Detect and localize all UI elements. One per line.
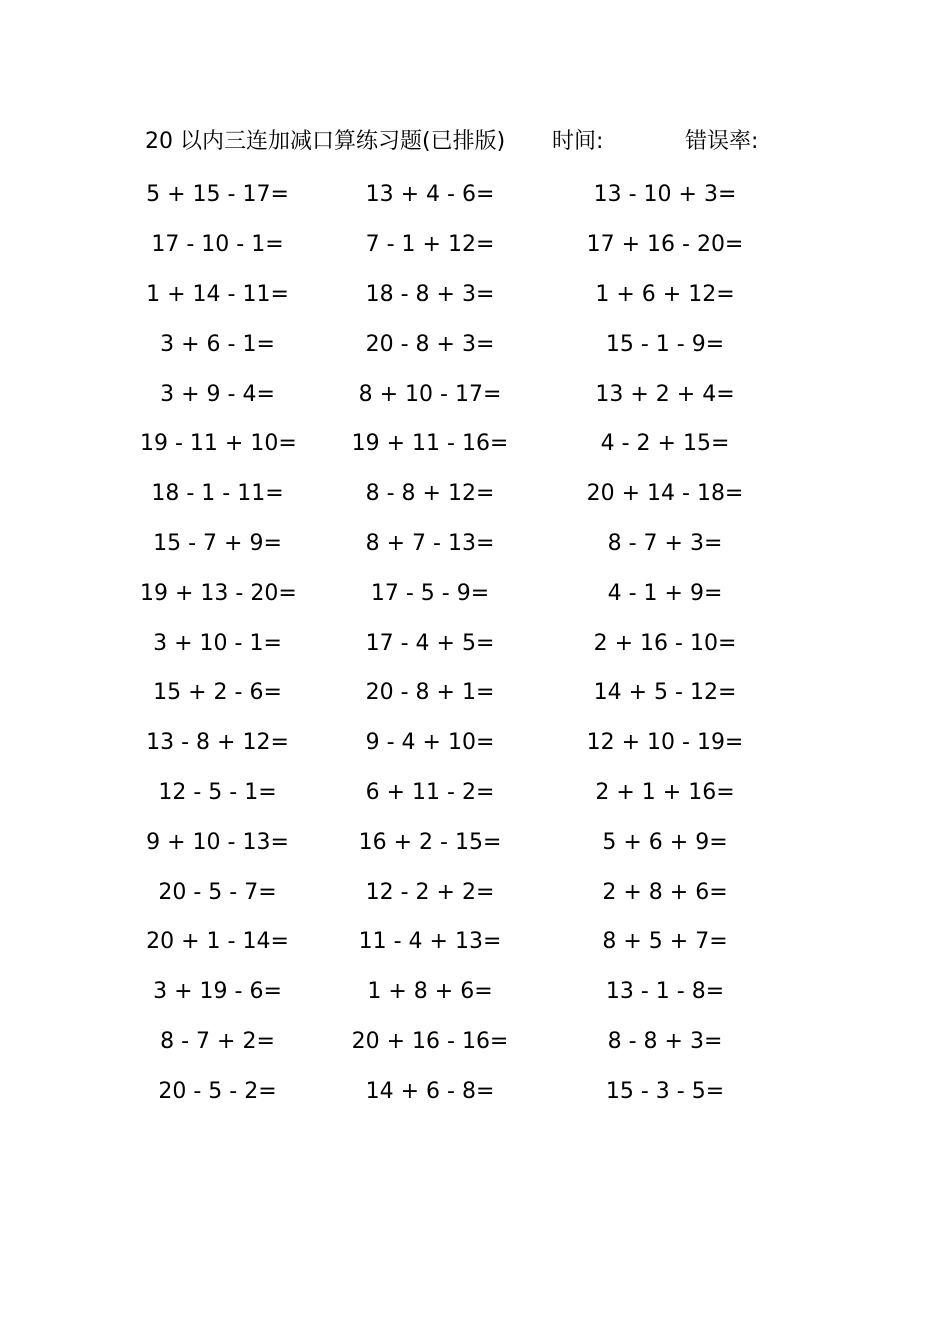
- math-problem: 20 - 5 - 2=: [158, 1078, 277, 1104]
- problem-row: [140, 618, 800, 668]
- problem-row: [140, 817, 800, 867]
- math-problem: 19 + 11 - 16=: [351, 431, 509, 457]
- math-problem: 12 - 2 + 2=: [365, 879, 495, 905]
- problem-row: [140, 319, 800, 369]
- math-problem: 14 + 5 - 12=: [593, 680, 737, 706]
- math-problem: 2 + 1 + 16=: [595, 779, 735, 805]
- math-problem: 2 + 16 - 10=: [593, 630, 737, 656]
- math-problem: 18 - 1 - 11=: [151, 481, 284, 507]
- math-problem: 8 - 7 + 2=: [160, 1028, 275, 1054]
- math-problem: 13 + 2 + 4=: [595, 381, 735, 407]
- time-label: 时间:: [552, 129, 604, 154]
- math-problem: 8 - 8 + 12=: [365, 481, 495, 507]
- math-problem: 13 - 8 + 12=: [146, 730, 289, 756]
- problem-row: [140, 469, 800, 519]
- problem-row: [140, 220, 800, 270]
- math-problem: 17 - 5 - 9=: [370, 580, 490, 606]
- math-problem: 8 + 10 - 17=: [358, 381, 502, 407]
- math-problem: 20 + 1 - 14=: [146, 929, 289, 955]
- math-problem: 3 + 9 - 4=: [160, 381, 275, 407]
- math-problem: 20 + 14 - 18=: [586, 481, 744, 507]
- math-problem: 20 - 8 + 3=: [365, 331, 495, 357]
- math-problem: 3 + 6 - 1=: [160, 331, 275, 357]
- math-problem: 1 + 14 - 11=: [146, 281, 289, 307]
- problem-row: [140, 170, 800, 220]
- math-problem: 8 - 7 + 3=: [607, 530, 723, 556]
- math-problem: 20 - 5 - 7=: [158, 879, 277, 905]
- math-problem: 12 + 10 - 19=: [586, 730, 744, 756]
- math-problem: 5 + 15 - 17=: [146, 182, 289, 208]
- math-problem: 17 + 16 - 20=: [586, 232, 744, 258]
- math-problem: 18 - 8 + 3=: [365, 281, 495, 307]
- math-problem: 9 - 4 + 10=: [365, 730, 495, 756]
- math-problem: 3 + 10 - 1=: [153, 630, 282, 656]
- math-problem: 4 - 1 + 9=: [607, 580, 723, 606]
- math-problem: 1 + 6 + 12=: [595, 281, 735, 307]
- problem-row: [140, 519, 800, 569]
- math-problem: 7 - 1 + 12=: [365, 232, 495, 258]
- math-problem: 15 - 7 + 9=: [153, 530, 282, 556]
- math-problem: 3 + 19 - 6=: [153, 979, 282, 1005]
- math-problem: 8 + 5 + 7=: [602, 929, 728, 955]
- problem-row: [140, 668, 800, 718]
- math-problem: 9 + 10 - 13=: [146, 829, 289, 855]
- problem-row: [140, 1066, 800, 1116]
- math-problem: 20 - 8 + 1=: [365, 680, 495, 706]
- math-problem: 13 - 1 - 8=: [605, 979, 725, 1005]
- problem-row: [140, 568, 800, 618]
- math-problem: 5 + 6 + 9=: [602, 829, 728, 855]
- problem-row: [140, 867, 800, 917]
- worksheet-header: [145, 124, 805, 160]
- math-problem: 15 - 3 - 5=: [605, 1078, 725, 1104]
- worksheet-title: 20 以内三连加减口算练习题(已排版): [145, 129, 506, 154]
- problem-row: [140, 718, 800, 768]
- math-problem: 6 + 11 - 2=: [365, 779, 495, 805]
- problem-row: [140, 369, 800, 419]
- problem-row: [140, 419, 800, 469]
- math-problem: 15 + 2 - 6=: [153, 680, 282, 706]
- math-problem: 20 + 16 - 16=: [351, 1028, 509, 1054]
- problem-row: [140, 768, 800, 818]
- problem-row: [140, 967, 800, 1017]
- math-problem: 17 - 4 + 5=: [365, 630, 495, 656]
- math-problem: 11 - 4 + 13=: [358, 929, 502, 955]
- math-problem: 14 + 6 - 8=: [365, 1078, 495, 1104]
- problem-row: [140, 917, 800, 967]
- math-problem: 2 + 8 + 6=: [602, 879, 728, 905]
- math-problem: 8 - 8 + 3=: [607, 1028, 723, 1054]
- math-problem: 1 + 8 + 6=: [367, 979, 493, 1005]
- problem-grid: [140, 170, 800, 1116]
- math-problem: 17 - 10 - 1=: [151, 232, 284, 258]
- math-problem: 12 - 5 - 1=: [158, 779, 277, 805]
- math-problem: 8 + 7 - 13=: [365, 530, 495, 556]
- math-problem: 16 + 2 - 15=: [358, 829, 502, 855]
- problem-row: [140, 270, 800, 320]
- math-problem: 19 - 11 + 10=: [140, 431, 297, 457]
- math-problem: 19 + 13 - 20=: [140, 580, 297, 606]
- math-problem: 13 - 10 + 3=: [593, 182, 737, 208]
- math-problem: 13 + 4 - 6=: [365, 182, 495, 208]
- problem-row: [140, 1017, 800, 1067]
- math-problem: 15 - 1 - 9=: [605, 331, 725, 357]
- error-rate-label: 错误率:: [685, 129, 759, 154]
- math-problem: 4 - 2 + 15=: [600, 431, 730, 457]
